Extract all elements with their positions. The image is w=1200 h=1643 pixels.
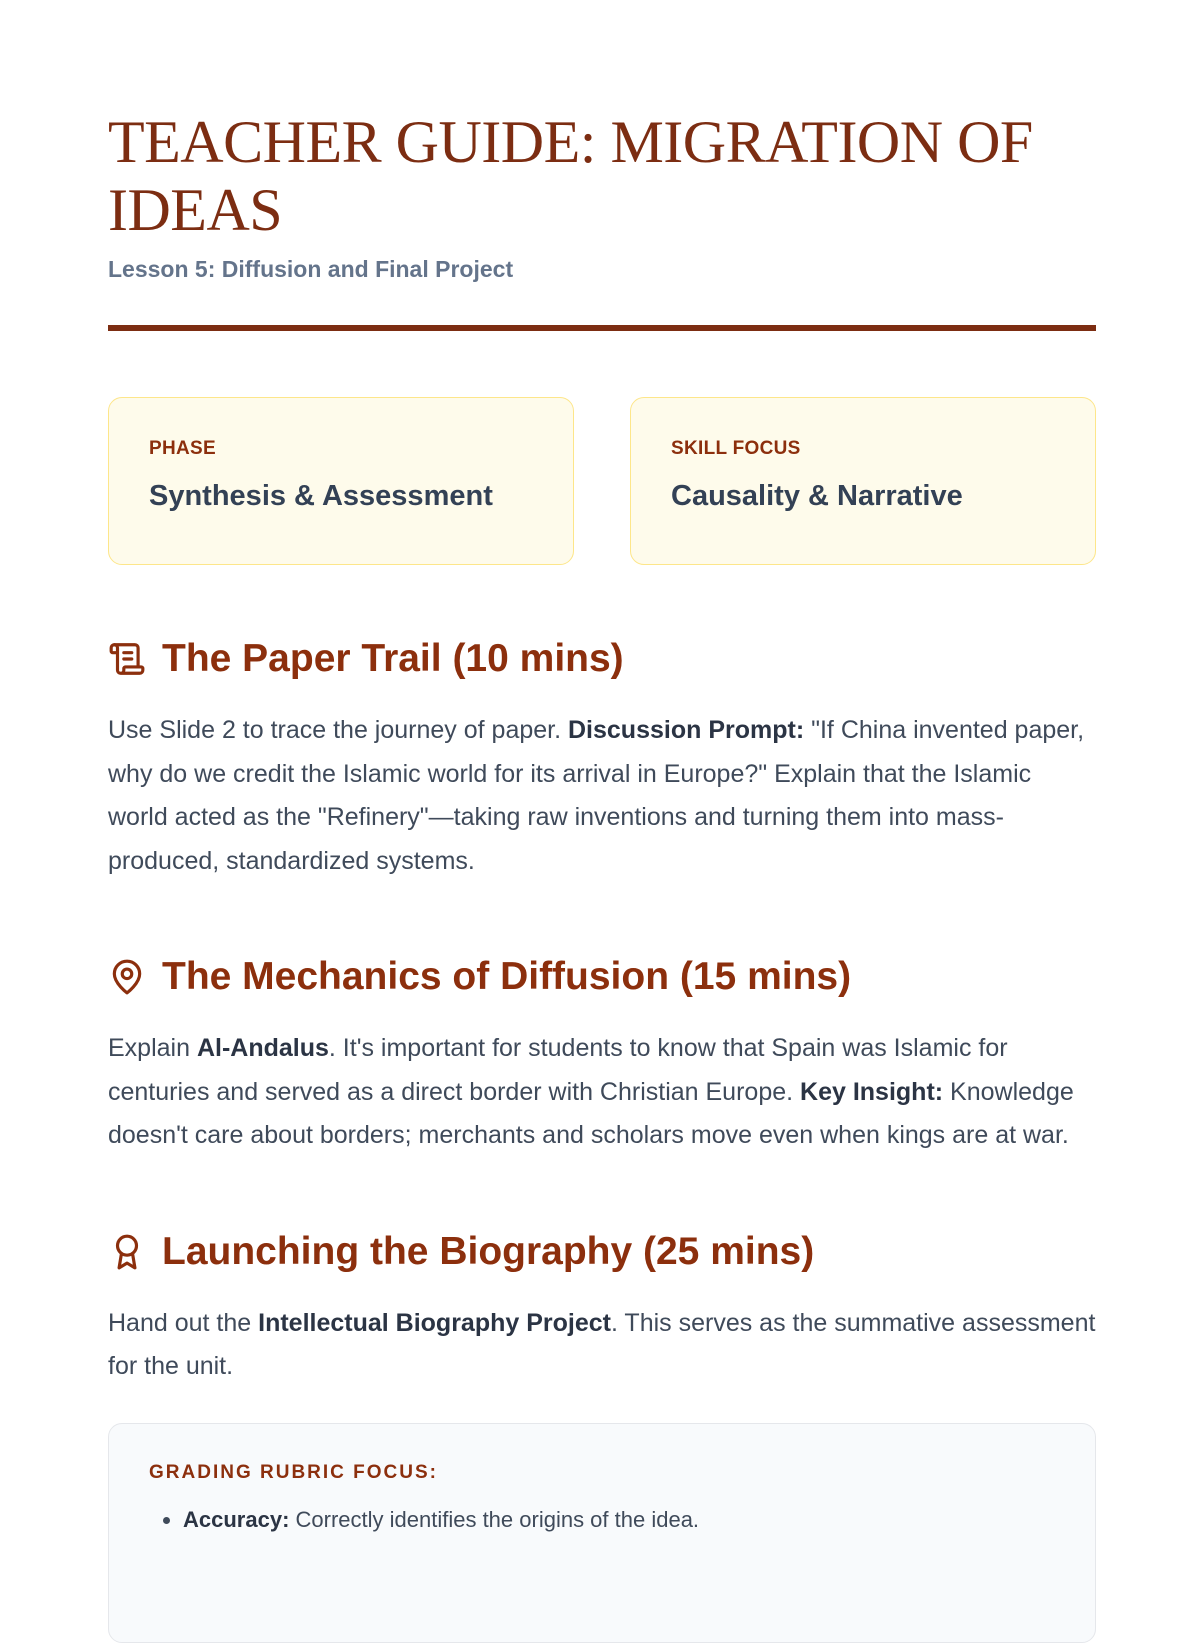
body-bold-text: Intellectual Biography Project	[258, 1308, 611, 1337]
skill-focus-card-value: Causality & Narrative	[671, 480, 963, 512]
body-text: . It's important for students to know that Spain was Islamic for centuries and served as a direct border with Christian Europe.	[108, 1034, 1008, 1106]
phase-card-value: Synthesis & Assessment	[149, 480, 493, 512]
lesson-subtitle: Lesson 5: Diffusion and Final Project	[108, 256, 514, 282]
scroll-icon	[108, 640, 146, 678]
map-pin-icon	[108, 958, 146, 996]
body-text: Explain	[108, 1034, 197, 1062]
rubric-title: GRADING RUBRIC FOCUS:	[149, 1461, 438, 1483]
page-title: TEACHER GUIDE: MIGRATION OF IDEAS	[108, 109, 1033, 243]
section-paper-trail-title: The Paper Trail (10 mins)	[162, 637, 624, 680]
section-diffusion-body	[108, 1027, 1096, 1158]
section-paper-trail-body	[108, 709, 1096, 883]
body-bold-text: Al-Andalus	[196, 1034, 329, 1062]
rubric-list	[149, 1502, 1055, 1538]
phase-card	[108, 397, 574, 565]
grading-rubric-box	[108, 1423, 1096, 1643]
section-diffusion-title: The Mechanics of Diffusion (15 mins)	[162, 955, 852, 998]
body-text: Use Slide 2 to trace the journey of paper.	[108, 716, 568, 744]
section-biography-title: Launching the Biography (25 mins)	[162, 1229, 815, 1273]
rubric-item-text: Correctly identifies the origins of the idea.	[289, 1506, 700, 1532]
body-text: "If China invented paper, why do we credit the Islamic world for its arrival in Europe?" Explain that the Islamic world acted as the "Refinery"—taking raw inventions and turning them into mass-produced, standardized systems.	[108, 716, 1085, 875]
body-text: Knowledge doesn't care about borders; merchants and scholars move even when kings are at war.	[108, 1077, 1074, 1149]
header-divider	[108, 325, 1096, 331]
body-text: Hand out the	[108, 1308, 259, 1337]
teacher-guide-page	[108, 0, 1096, 1643]
body-text: . This serves as the summative assessment for the unit.	[108, 1308, 1096, 1380]
rubric-item-label: Accuracy:	[183, 1506, 290, 1532]
body-bold-text: Key Insight:	[800, 1077, 944, 1106]
award-icon	[108, 1233, 146, 1271]
phase-card-label: PHASE	[149, 438, 216, 459]
info-cards	[108, 397, 1096, 565]
section-biography-body	[108, 1302, 1096, 1389]
rubric-item	[183, 1502, 1055, 1538]
section-biography-header	[108, 1228, 1096, 1276]
skill-focus-card	[630, 397, 1096, 565]
section-diffusion-header	[108, 953, 1096, 1001]
skill-focus-card-label: SKILL FOCUS	[671, 438, 801, 459]
body-bold-text: Discussion Prompt:	[568, 716, 805, 744]
section-paper-trail-header	[108, 635, 1096, 683]
